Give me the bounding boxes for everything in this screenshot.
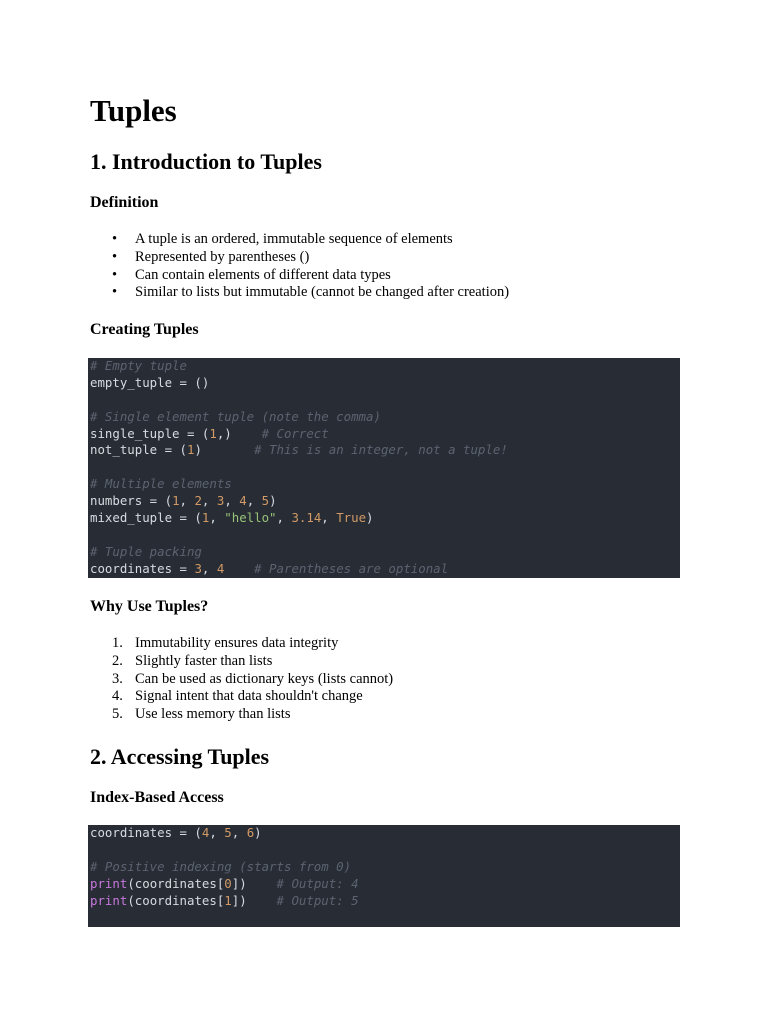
code-token-text: ): [366, 510, 374, 526]
code-token-keyword: True: [336, 510, 367, 526]
code-line: [88, 893, 680, 910]
list-item: 4. Signal intent that data shouldn't change: [112, 688, 363, 705]
code-token-number: 1: [209, 425, 217, 441]
code-token-text: ,: [321, 510, 337, 526]
code-token-comment: # Output: 4: [276, 875, 359, 891]
code-token-number: 0: [224, 875, 232, 891]
code-token-text: ,: [209, 510, 225, 526]
list-item: 1. Immutability ensures data integrity: [112, 635, 339, 651]
code-line: [88, 442, 680, 459]
code-token-text: [224, 561, 254, 576]
subheading-index-based-access: Index-Based Access: [90, 789, 224, 806]
code-token-text: ,: [179, 493, 195, 509]
code-token-text: ,: [246, 493, 262, 509]
code-token-number: 4: [239, 493, 247, 509]
section-heading-introduction: 1. Introduction to Tuples: [90, 149, 322, 174]
code-token-func: print: [90, 892, 128, 908]
code-token-number: 5: [261, 493, 270, 509]
code-token-text: coordinates = (: [90, 825, 202, 840]
code-token-comment: # Parentheses are optional: [254, 560, 449, 576]
code-token-func: print: [90, 875, 128, 891]
code-token-text: ,: [209, 825, 225, 840]
list-item: • Can contain elements of different data types: [112, 266, 391, 283]
subheading-why-use-tuples: Why Use Tuples?: [90, 598, 209, 615]
code-token-comment: # Multiple elements: [90, 476, 232, 492]
code-token-number: 1: [172, 493, 180, 509]
code-line: [88, 561, 680, 578]
code-token-text: ,: [231, 825, 247, 840]
code-token-comment: # Tuple packing: [90, 543, 202, 559]
code-token-text: ]): [231, 892, 277, 908]
code-line: [88, 842, 680, 859]
code-token-number: 3: [194, 560, 202, 576]
code-token-comment: # Output: 5: [276, 892, 359, 908]
code-token-text: ): [269, 493, 277, 509]
code-token-text: ,: [224, 493, 240, 509]
code-token-number: 1: [201, 510, 210, 526]
why-use-tuples-list: [90, 635, 680, 724]
code-token-number: 4: [201, 825, 210, 840]
code-token-text: ): [254, 825, 262, 840]
list-item: • Represented by parentheses (): [112, 248, 310, 265]
list-item: 3. Can be used as dictionary keys (lists cannot): [112, 670, 394, 687]
code-token-comment: # Single element tuple (note the comma): [90, 408, 381, 424]
code-token-comment: # Positive indexing (starts from 0): [90, 858, 352, 874]
code-token-text: single_tuple = (: [90, 425, 210, 441]
code-token-comment: # Empty tuple: [90, 358, 187, 373]
code-line: [88, 392, 680, 409]
code-token-number: 5: [224, 825, 232, 840]
code-line: [88, 426, 680, 443]
definition-list: [90, 231, 680, 302]
code-token-string: "hello": [224, 510, 277, 526]
code-token-number: 3: [216, 493, 225, 509]
subheading-definition: Definition: [90, 194, 159, 211]
code-line: [88, 476, 680, 493]
code-block-creating-tuples: [88, 358, 680, 578]
code-token-text: coordinates =: [90, 560, 195, 576]
code-token-number: 6: [246, 825, 255, 840]
code-token-text: (coordinates[: [127, 892, 225, 908]
list-item: 5. Use less memory than lists: [112, 706, 291, 723]
code-token-text: not_tuple = (: [90, 442, 187, 458]
code-block-index-access: [88, 825, 680, 927]
code-line: [88, 409, 680, 426]
code-token-text: ,): [216, 425, 262, 441]
code-line: [88, 859, 680, 876]
code-token-text: ): [194, 442, 255, 458]
page-title: Tuples: [90, 93, 177, 128]
code-token-number: 1: [224, 892, 232, 908]
code-token-number: 2: [194, 493, 202, 509]
code-token-number: 3.14: [291, 510, 322, 526]
code-token-text: (coordinates[: [127, 875, 225, 891]
code-token-text: numbers = (: [90, 493, 173, 509]
code-line: [88, 510, 680, 527]
list-item: • Similar to lists but immutable (cannot be changed after creation): [112, 284, 510, 301]
code-token-comment: # Correct: [261, 425, 329, 441]
code-line: [88, 544, 680, 561]
list-item: 2. Slightly faster than lists: [112, 652, 273, 669]
code-token-comment: # This is an integer, not a tuple!: [254, 442, 508, 458]
code-token-text: ]): [231, 875, 277, 891]
code-token-number: 4: [216, 560, 225, 576]
code-line: [88, 876, 680, 893]
code-line: [88, 493, 680, 510]
code-line: [88, 358, 680, 375]
list-item: • A tuple is an ordered, immutable sequence of elements: [112, 231, 453, 247]
section-heading-accessing: 2. Accessing Tuples: [90, 744, 270, 769]
code-token-text: ,: [201, 493, 217, 509]
code-token-number: 1: [186, 442, 195, 458]
code-token-text: empty_tuple = (): [90, 374, 210, 390]
code-line: [88, 375, 680, 392]
subheading-creating-tuples: Creating Tuples: [90, 321, 199, 338]
code-line: [88, 527, 680, 544]
code-line: [88, 459, 680, 476]
code-token-text: ,: [201, 560, 217, 576]
code-line: [88, 825, 680, 842]
code-token-text: mixed_tuple = (: [90, 510, 202, 526]
code-token-text: ,: [276, 510, 292, 526]
